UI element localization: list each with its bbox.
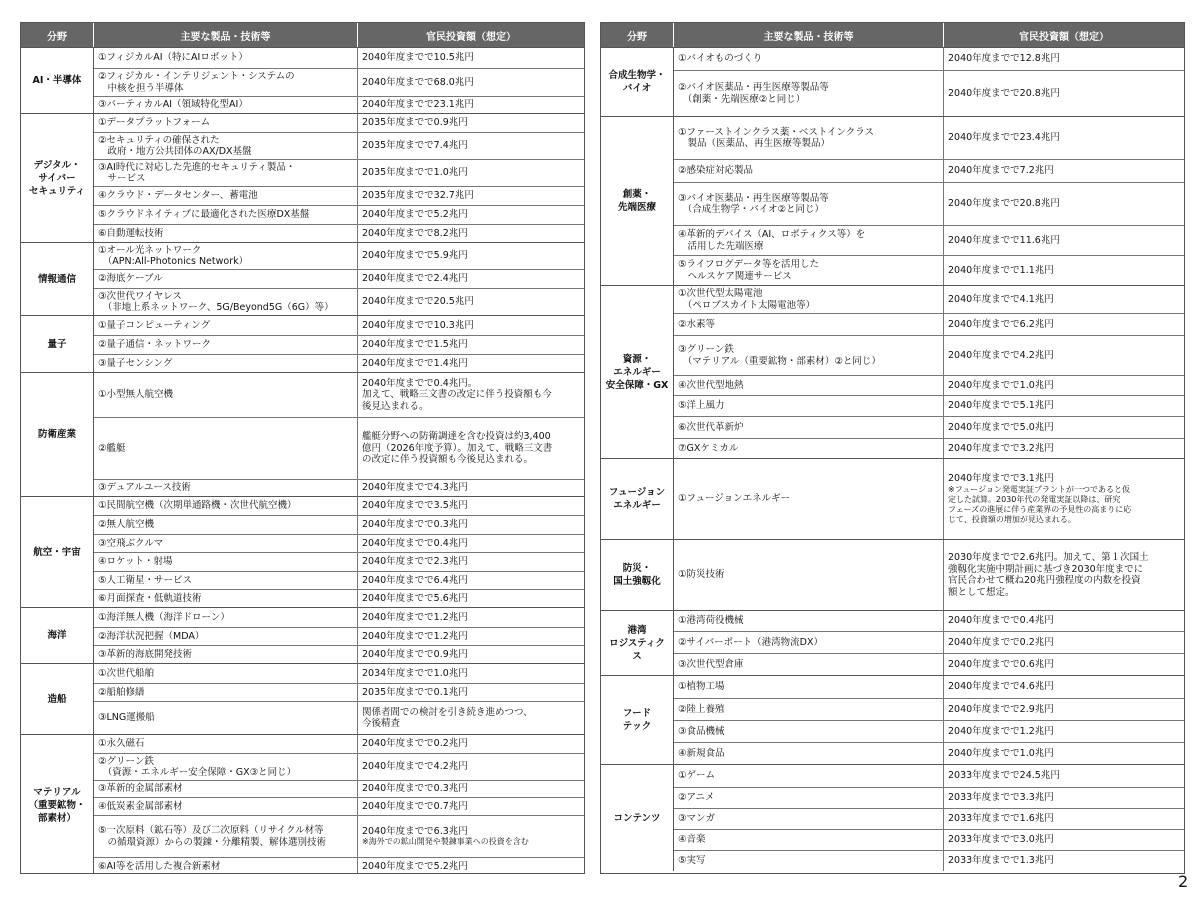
- left-table: [20, 22, 585, 874]
- category-rows: [94, 608, 584, 663]
- investment-cell: 2040年度までで2.3兆円: [362, 556, 468, 568]
- product-cell: ④新規食品: [674, 743, 944, 764]
- category-section: [21, 496, 584, 607]
- table-row: [674, 631, 1184, 653]
- product-cell: ①ファーストインクラス薬・ベストインクラス 製品（医薬品、再生医療等製品）: [674, 117, 944, 159]
- category-label: 防災・ 国土強靱化: [601, 540, 674, 610]
- category-section: [601, 675, 1184, 764]
- category-rows: [674, 117, 1184, 285]
- investment-cell: 2040年度までで3.5兆円: [362, 500, 468, 512]
- table-row: [94, 589, 584, 607]
- product-cell: ②船舶修繕: [94, 684, 358, 701]
- investment-cell: 2040年度までで1.2兆円: [948, 725, 1054, 737]
- product-cell: ⑥自動運転技術: [94, 225, 358, 242]
- investment-cell: 2040年度までで0.7兆円: [362, 800, 468, 812]
- category-rows: [94, 114, 584, 242]
- table-row: [94, 571, 584, 589]
- right-table-body: [601, 47, 1184, 871]
- product-cell: ③革新的金属部素材: [94, 781, 358, 797]
- product-cell: ③量子センシング: [94, 355, 358, 372]
- product-cell: ②フィジカル・インテリジェント・システムの 中核を担う半導体: [94, 69, 358, 96]
- product-cell: ①量子コンピューティング: [94, 316, 358, 335]
- category-label: 創薬・ 先端医療: [601, 117, 674, 285]
- product-cell: ④低炭素金属部素材: [94, 798, 358, 815]
- investment-cell: 2040年度までで5.2兆円: [362, 861, 468, 873]
- table-row: [94, 316, 584, 335]
- product-cell: ④次世代型地熱: [674, 376, 944, 395]
- right-table-header: [601, 23, 1184, 47]
- investment-note: ※フュージョン発電実証プラントが一つであると仮 定した試算。2030年代の発電実証以降は、研究 フェーズの進展に伴う産業界の予見性の高まりに応 じて、投資額の増加が見込まれる。: [948, 484, 1132, 524]
- category-label: 量子: [21, 316, 94, 372]
- product-cell: ③バーティカルAI（領域特化型AI）: [94, 97, 358, 113]
- product-cell: ①フュージョンエネルギー: [674, 459, 944, 539]
- investment-cell: 2040年度までで6.2兆円: [948, 318, 1054, 330]
- investment-cell: 2040年度までで0.4兆円: [948, 615, 1054, 627]
- investment-cell: 2040年度までで4.3兆円: [362, 482, 468, 494]
- product-cell: ⑦GXケミカル: [674, 439, 944, 458]
- table-row: [94, 224, 584, 242]
- category-rows: [94, 48, 584, 113]
- product-cell: ③食品機械: [674, 721, 944, 742]
- investment-cell: 2040年度までで2.9兆円: [948, 703, 1054, 715]
- category-label: 港湾 ロジスティク ス: [601, 611, 674, 675]
- investment-cell: 2040年度までで1.0兆円: [948, 379, 1054, 391]
- product-cell: ①データプラットフォーム: [94, 114, 358, 132]
- category-label: AI・半導体: [21, 48, 94, 113]
- table-row: [674, 313, 1184, 335]
- product-cell: ③AI時代に対応した先進的セキュリティ製品・ サービス: [94, 160, 358, 186]
- category-section: [601, 764, 1184, 871]
- left-table-header: [21, 23, 584, 47]
- investment-cell: 2040年度までで0.6兆円: [948, 658, 1054, 670]
- product-cell: ①植物工場: [674, 676, 944, 698]
- category-rows: [94, 497, 584, 607]
- table-row: [94, 497, 584, 515]
- product-cell: ⑥月面探査・低軌道技術: [94, 590, 358, 607]
- category-section: [601, 458, 1184, 539]
- investment-cell: 2040年度までで3.2兆円: [948, 442, 1054, 454]
- table-row: [94, 664, 584, 683]
- product-cell: ②セキュリティの確保された 政府・地方公共団体のAX/DX基盤: [94, 133, 358, 159]
- product-cell: ⑤クラウドネイティブに最適化された医療DX基盤: [94, 206, 358, 224]
- product-cell: ①次世代型太陽電池 （ペロブスカイト太陽電池等）: [674, 286, 944, 313]
- product-cell: ⑥AI等を活用した複合新素材: [94, 858, 358, 874]
- table-row: [674, 70, 1184, 116]
- left-table-body: [21, 47, 584, 874]
- investment-cell: 2040年度までで1.4兆円: [362, 357, 468, 369]
- investment-cell: 2040年度までで0.4兆円: [362, 537, 468, 549]
- category-rows: [94, 243, 584, 315]
- category-section: [21, 47, 584, 113]
- category-label: 海洋: [21, 608, 94, 663]
- table-row: [94, 701, 584, 734]
- investment-cell: 2040年度までで0.3兆円: [362, 519, 468, 531]
- table-row: [674, 850, 1184, 871]
- investment-cell: 2040年度までで1.0兆円: [948, 747, 1054, 759]
- category-label: マテリアル （重要鉱物・ 部素材）: [21, 735, 94, 874]
- table-row: [94, 534, 584, 552]
- category-section: [601, 610, 1184, 675]
- table-row: [674, 611, 1184, 631]
- table-row: [94, 68, 584, 96]
- product-cell: ①港湾荷役機械: [674, 611, 944, 631]
- product-cell: ⑥次世代革新炉: [674, 417, 944, 438]
- product-cell: ③デュアルユース技術: [94, 480, 358, 496]
- table-row: [94, 815, 584, 857]
- product-cell: ⑤人工衛星・サービス: [94, 572, 358, 589]
- category-section: [21, 113, 584, 242]
- table-row: [94, 159, 584, 186]
- investment-cell: 2040年度までで11.6兆円: [948, 234, 1060, 246]
- category-section: [601, 539, 1184, 610]
- product-cell: ③空飛ぶクルマ: [94, 535, 358, 552]
- category-rows: [94, 735, 584, 874]
- category-section: [601, 47, 1184, 116]
- investment-cell: 2040年度までで20.8兆円: [948, 198, 1060, 210]
- product-cell: ②水素等: [674, 314, 944, 335]
- investment-cell: 2035年度までで0.1兆円: [362, 686, 468, 698]
- product-cell: ③革新的海底開発技術: [94, 646, 358, 663]
- product-cell: ⑤ライフログデータ等を活用した ヘルスケア関連サービス: [674, 256, 944, 285]
- investment-cell: 2040年度までで0.2兆円: [362, 738, 468, 750]
- investment-cell: 2040年度までで68.0兆円: [362, 76, 474, 88]
- investment-cell: 2040年度までで4.6兆円: [948, 681, 1054, 693]
- product-cell: ②アニメ: [674, 788, 944, 808]
- category-rows: [94, 316, 584, 372]
- investment-cell: 2040年度までで4.2兆円: [948, 349, 1054, 361]
- table-row: [674, 438, 1184, 458]
- table-row: [674, 225, 1184, 255]
- category-rows: [674, 765, 1184, 871]
- table-row: [674, 416, 1184, 438]
- category-label: 資源・ エネルギー 安全保障・GX: [601, 286, 674, 458]
- table-row: [94, 354, 584, 372]
- category-section: [21, 607, 584, 663]
- table-row: [94, 96, 584, 113]
- table-row: [674, 286, 1184, 313]
- investment-cell: 2040年度までで4.1兆円: [948, 293, 1054, 305]
- investment-cell: 2040年度までで1.2兆円: [362, 611, 468, 623]
- product-cell: ③LNG運搬船: [94, 702, 358, 734]
- category-label: フード テック: [601, 676, 674, 764]
- header-product: 主要な製品・技術等: [674, 23, 944, 47]
- product-cell: ①次世代船舶: [94, 664, 358, 683]
- investment-cell: 2040年度までで1.1兆円: [948, 264, 1054, 276]
- table-row: [674, 720, 1184, 742]
- category-label: 造船: [21, 664, 94, 734]
- product-cell: ④ロケット・射場: [94, 553, 358, 571]
- table-row: [94, 683, 584, 701]
- investment-cell: 2033年度までで24.5兆円: [948, 770, 1060, 782]
- investment-note: ※海外での鉱山開発や製錬事業への投資を含む: [362, 837, 529, 847]
- product-cell: ③グリーン鉄 （マテリアル（重要鉱物・部素材）②と同じ）: [674, 336, 944, 375]
- product-cell: ②海洋状況把握（MDA）: [94, 628, 358, 645]
- right-table: [600, 22, 1185, 874]
- category-rows: [674, 676, 1184, 764]
- table-row: [674, 653, 1184, 675]
- product-cell: ①民間航空機（次期単通路機・次世代航空機）: [94, 497, 358, 515]
- table-row: [674, 540, 1184, 610]
- category-rows: [674, 286, 1184, 458]
- header-investment: 官民投資額（想定）: [1019, 31, 1109, 43]
- table-row: [94, 552, 584, 571]
- investment-cell: [944, 459, 1184, 539]
- header-product: 主要な製品・技術等: [94, 23, 358, 47]
- product-cell: ⑤実写: [674, 851, 944, 871]
- table-row: [94, 114, 584, 132]
- table-row: [674, 335, 1184, 375]
- product-cell: ②感染症対応製品: [674, 160, 944, 182]
- table-row: [94, 645, 584, 663]
- category-section: [21, 315, 584, 372]
- table-row: [674, 765, 1184, 787]
- product-cell: ②グリーン鉄 （資源・エネルギー安全保障・GX③と同じ）: [94, 754, 358, 780]
- table-row: [674, 395, 1184, 416]
- investment-cell: 2040年度までで0.3兆円: [362, 783, 468, 795]
- investment-cell: 2033年度までで3.0兆円: [948, 834, 1054, 846]
- table-row: [94, 753, 584, 780]
- table-row: [94, 243, 584, 269]
- investment-cell: 2040年度までで12.8兆円: [948, 53, 1060, 65]
- table-row: [94, 857, 584, 874]
- investment-cell: 2040年度までで5.1兆円: [948, 400, 1054, 412]
- category-section: [21, 242, 584, 315]
- table-row: [674, 742, 1184, 764]
- product-cell: ③次世代ワイヤレス （非地上系ネットワーク、5G/Beyond5G（6G）等）: [94, 289, 358, 315]
- product-cell: ②艦艇: [94, 418, 358, 479]
- table-row: [674, 117, 1184, 159]
- investment-cell: 2033年度までで1.6兆円: [948, 813, 1054, 825]
- table-row: [674, 375, 1184, 395]
- investment-cell: 2040年度までで2.4兆円: [362, 273, 468, 285]
- category-rows: [94, 373, 584, 496]
- investment-cell: 2040年度までで8.2兆円: [362, 227, 468, 239]
- category-label: デジタル・ サイバー セキュリティ: [21, 114, 94, 242]
- category-label: フュージョン エネルギー: [601, 459, 674, 539]
- product-cell: ①小型無人航空機: [94, 373, 358, 417]
- category-label: 防衛産業: [21, 373, 94, 496]
- investment-cell: 2040年度までで0.2兆円: [948, 636, 1054, 648]
- table-row: [94, 417, 584, 479]
- investment-cell: 2040年度までで1.5兆円: [362, 339, 468, 351]
- investment-cell: 2040年度までで0.4兆円。 加えて、戦略三文書の改定に伴う投資額も今 後見込まれる。: [362, 377, 552, 412]
- table-row: [94, 269, 584, 288]
- product-cell: ④革新的デバイス（AI、ロボティクス等）を 活用した先端医療: [674, 226, 944, 255]
- investment-cell: 2033年度までで1.3兆円: [948, 855, 1054, 867]
- category-label: 航空・宇宙: [21, 497, 94, 607]
- investment-cell: 2033年度までで3.3兆円: [948, 792, 1054, 804]
- table-row: [674, 159, 1184, 182]
- investment-cell: 2040年度までで23.1兆円: [362, 99, 474, 111]
- header-category: 分野: [21, 23, 94, 47]
- investment-value: 2040年度までで3.1兆円: [948, 473, 1054, 485]
- investment-cell: 艦艇分野への防衛調達を含む投資は約3,400 億円（2026年度予算）。加えて、戦略三文書 の改定に伴う投資額も今後見込まれる。: [362, 431, 553, 466]
- product-cell: ③次世代型倉庫: [674, 654, 944, 675]
- category-section: [601, 116, 1184, 285]
- table-row: [94, 479, 584, 496]
- category-rows: [674, 459, 1184, 539]
- investment-cell: 2040年度までで4.2兆円: [362, 761, 468, 773]
- investment-cell: 2040年度までで10.5兆円: [362, 52, 474, 64]
- product-cell: ①バイオものづくり: [674, 48, 944, 70]
- product-cell: ②陸上養殖: [674, 699, 944, 720]
- investment-cell: 2035年度までで0.9兆円: [362, 117, 468, 129]
- investment-cell: 2040年度までで5.9兆円: [362, 250, 468, 262]
- table-row: [94, 335, 584, 354]
- table-row: [94, 373, 584, 417]
- category-section: [21, 734, 584, 874]
- investment-cell: 2040年度までで0.9兆円: [362, 648, 468, 660]
- investment-cell: 関係者間での検討を引き続き進めつつ、 今後精査: [362, 706, 533, 729]
- category-section: [601, 285, 1184, 458]
- category-section: [21, 372, 584, 496]
- table-row: [94, 48, 584, 68]
- table-row: [94, 780, 584, 797]
- investment-cell: 2040年度までで10.3兆円: [362, 319, 474, 331]
- investment-cell: 2040年度までで20.5兆円: [362, 296, 474, 308]
- table-row: [94, 627, 584, 645]
- product-cell: ①ゲーム: [674, 765, 944, 787]
- table-row: [94, 608, 584, 627]
- category-section: [21, 663, 584, 734]
- category-rows: [94, 664, 584, 734]
- category-label: 合成生物学・ バイオ: [601, 48, 674, 116]
- table-row: [674, 459, 1184, 539]
- product-cell: ②無人航空機: [94, 516, 358, 534]
- product-cell: ②量子通信・ネットワーク: [94, 336, 358, 354]
- product-cell: ⑤一次原料（鉱石等）及び二次原料（リサイクル材等 の循環資源）からの製錬・分離精製、解体選別技術: [94, 816, 358, 857]
- table-row: [94, 797, 584, 815]
- product-cell: ①防災技術: [674, 540, 944, 610]
- product-cell: ①オール光ネットワーク （APN:All-Photonics Network）: [94, 243, 358, 269]
- table-row: [674, 698, 1184, 720]
- category-label: コンテンツ: [601, 765, 674, 871]
- investment-cell: 2035年度までで7.4兆円: [362, 140, 468, 152]
- table-row: [94, 132, 584, 159]
- table-row: [94, 186, 584, 205]
- product-cell: ②海底ケーブル: [94, 270, 358, 288]
- table-row: [94, 205, 584, 224]
- page-number: 2: [1178, 872, 1189, 891]
- table-row: [94, 735, 584, 753]
- investment-cell: [358, 816, 584, 857]
- category-rows: [674, 611, 1184, 675]
- table-row: [674, 676, 1184, 698]
- product-cell: ①永久磁石: [94, 735, 358, 753]
- table-row: [674, 829, 1184, 850]
- table-row: [674, 255, 1184, 285]
- header-investment: 官民投資額（想定）: [426, 31, 516, 43]
- investment-cell: 2040年度までで1.2兆円: [362, 630, 468, 642]
- investment-cell: 2040年度までで5.0兆円: [948, 421, 1054, 433]
- table-row: [674, 787, 1184, 808]
- product-cell: ⑤洋上風力: [674, 396, 944, 416]
- category-rows: [674, 540, 1184, 610]
- table-row: [94, 288, 584, 315]
- table-row: [674, 48, 1184, 70]
- investment-cell: 2035年度までで32.7兆円: [362, 190, 474, 202]
- product-cell: ③マンガ: [674, 809, 944, 829]
- investment-cell: 2035年度までで1.0兆円: [362, 167, 468, 179]
- category-label: 情報通信: [21, 243, 94, 315]
- investment-cell: 2040年度までで5.2兆円: [362, 209, 468, 221]
- table-row: [94, 515, 584, 534]
- product-cell: ③バイオ医薬品・再生医療等製品等 （合成生物学・バイオ②と同じ）: [674, 183, 944, 225]
- investment-cell: 2030年度までで2.6兆円。加えて、第１次国土 強靱化実施中期計画に基づき2030年度までに 官民合わせて概ね20兆円強程度の内数を投資 額として想定。: [948, 552, 1149, 598]
- investment-cell: 2040年度までで6.4兆円: [362, 574, 468, 586]
- investment-cell: 2040年度までで23.4兆円: [948, 132, 1060, 144]
- product-cell: ①フィジカルAI（特にAIロボット）: [94, 48, 358, 68]
- product-cell: ④音楽: [674, 830, 944, 850]
- product-cell: ④クラウド・データセンター、蓄電池: [94, 187, 358, 205]
- investment-cell: 2040年度までで20.8兆円: [948, 87, 1060, 99]
- product-cell: ②バイオ医薬品・再生医療等製品等 （創薬・先端医療②と同じ）: [674, 71, 944, 116]
- header-category: 分野: [601, 23, 674, 47]
- table-row: [674, 182, 1184, 225]
- product-cell: ①海洋無人機（海洋ドローン）: [94, 608, 358, 627]
- investment-cell: 2034年度までで1.0兆円: [362, 667, 468, 679]
- category-rows: [674, 48, 1184, 116]
- investment-cell: 2040年度までで5.6兆円: [362, 592, 468, 604]
- investment-cell: 2040年度までで7.2兆円: [948, 165, 1054, 177]
- table-row: [674, 808, 1184, 829]
- investment-value: 2040年度までで6.3兆円: [362, 825, 468, 837]
- product-cell: ②サイバーポート（港湾物流DX）: [674, 632, 944, 653]
